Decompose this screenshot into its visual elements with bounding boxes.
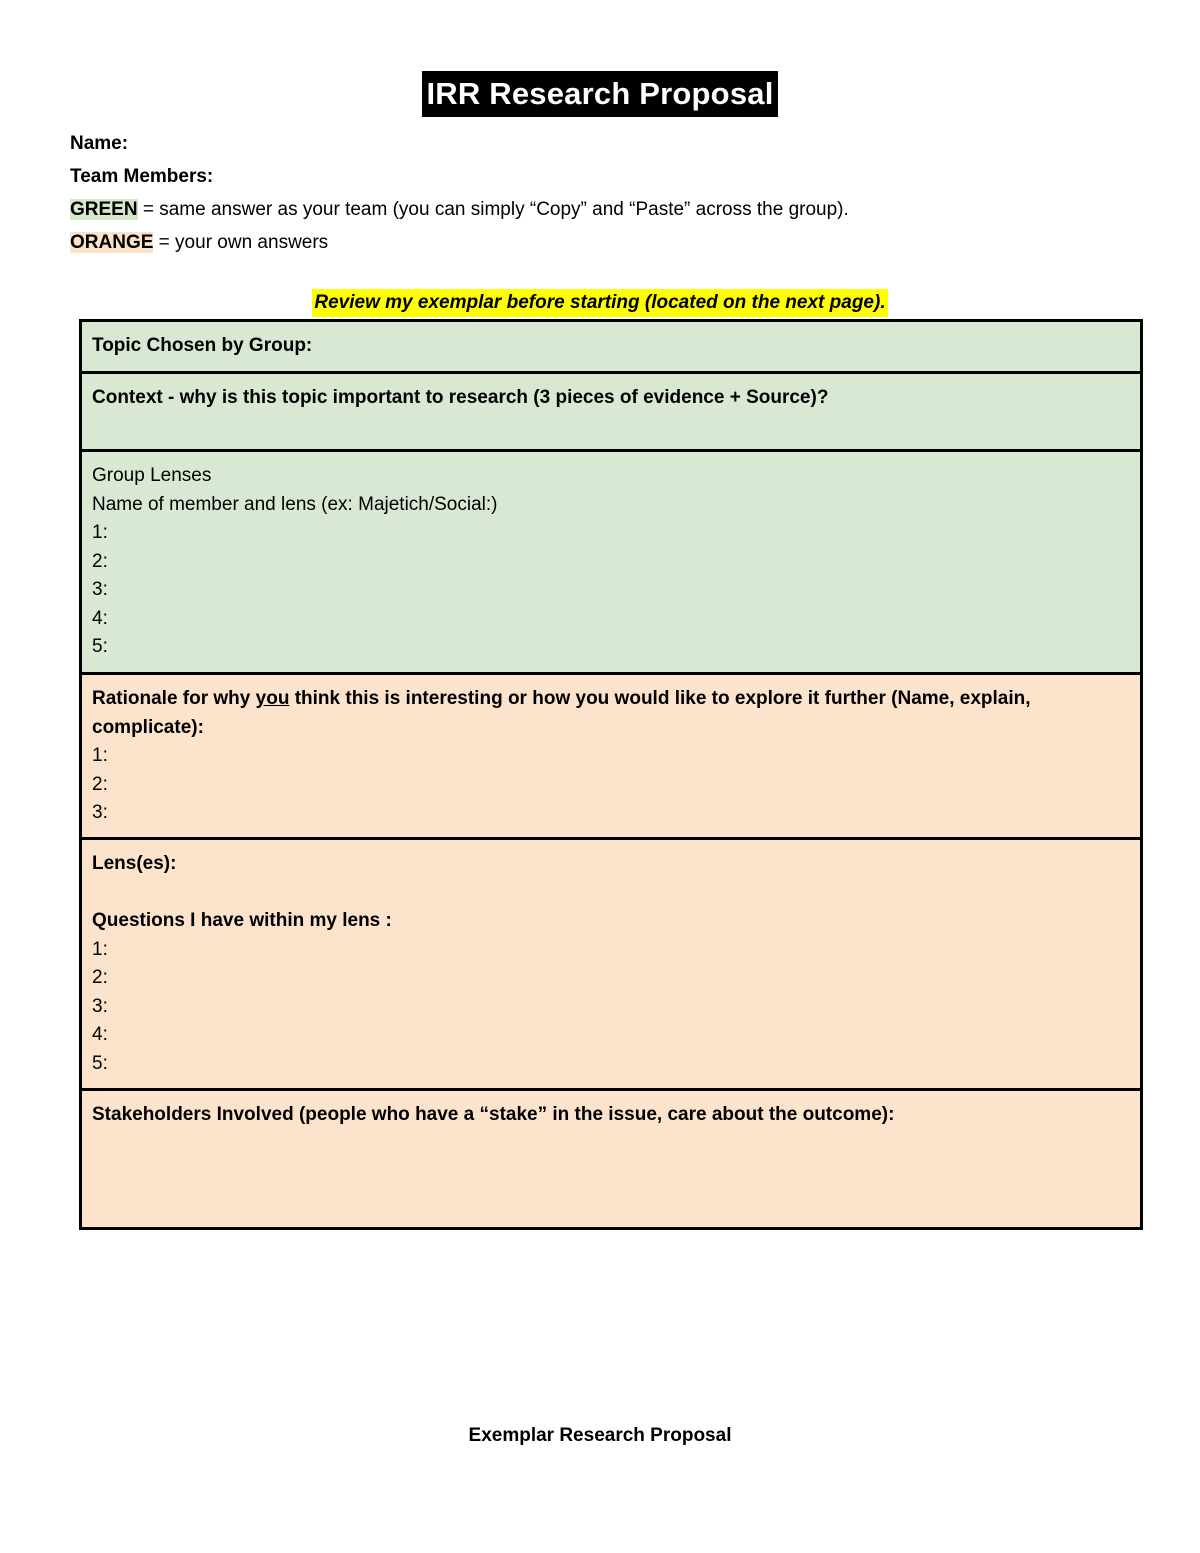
list-item: 5: (92, 1052, 108, 1074)
list-item: 3: (92, 802, 108, 823)
footer-title: Exemplar Research Proposal (468, 1425, 732, 1446)
green-legend (70, 193, 849, 226)
list-item: 4: (92, 607, 108, 629)
exemplar-note-container (0, 289, 1200, 317)
context-row[interactable] (82, 374, 1140, 452)
rationale-label (92, 685, 1130, 742)
green-key: GREEN (70, 199, 138, 220)
orange-description: = your own answers (153, 232, 329, 253)
footer (0, 1425, 1200, 1447)
lenses-row[interactable] (82, 840, 1140, 1091)
list-item: 5: (92, 636, 108, 657)
stakeholders-row[interactable] (82, 1091, 1140, 1227)
name-label: Name: (70, 133, 129, 154)
orange-key: ORANGE (70, 232, 154, 253)
list-item: 2: (92, 967, 108, 988)
rationale-emphasis: you (255, 688, 290, 709)
list-item: 4: (92, 1024, 108, 1045)
list-item: 2: (92, 550, 108, 572)
stakeholders-label: Stakeholders Involved (people who have a “stake” in the issue, care about the outcome): (92, 1104, 895, 1125)
list-item: 3: (92, 579, 108, 600)
list-item: 1: (92, 745, 108, 766)
questions-label: Questions I have within my lens : (92, 910, 392, 931)
rationale-text-after: think this is interesting or how you would like to explore it further (Name, explain, complicate): (92, 688, 1031, 738)
list-item: 1: (92, 938, 108, 960)
topic-row[interactable] (82, 322, 1140, 374)
page-title: IRR Research Proposal (422, 71, 777, 117)
header-info (70, 127, 849, 259)
team-line (70, 160, 849, 193)
lenses-label: Lens(es): (92, 853, 177, 874)
list-item: 3: (92, 995, 108, 1017)
topic-label: Topic Chosen by Group: (92, 335, 313, 356)
list-item: 1: (92, 522, 108, 543)
proposal-form-table (79, 319, 1143, 1230)
orange-legend (70, 226, 849, 259)
group-lenses-heading: Group Lenses (92, 465, 212, 486)
exemplar-note: Review my exemplar before starting (located on the next page). (312, 289, 887, 317)
context-label: Context - why is this topic important to research (3 pieces of evidence + Source)? (92, 387, 829, 408)
team-members-label: Team Members: (70, 166, 214, 187)
title-container (0, 71, 1200, 117)
name-line (70, 127, 849, 160)
list-item: 2: (92, 773, 108, 795)
group-lenses-subheading: Name of member and lens (ex: Majetich/Social:) (92, 493, 498, 515)
rationale-row[interactable] (82, 675, 1140, 840)
group-lenses-row[interactable] (82, 452, 1140, 675)
spacer (92, 879, 1130, 908)
rationale-text-before: Rationale for why (92, 688, 256, 709)
green-description: = same answer as your team (you can simply “Copy” and “Paste” across the group). (137, 199, 849, 220)
